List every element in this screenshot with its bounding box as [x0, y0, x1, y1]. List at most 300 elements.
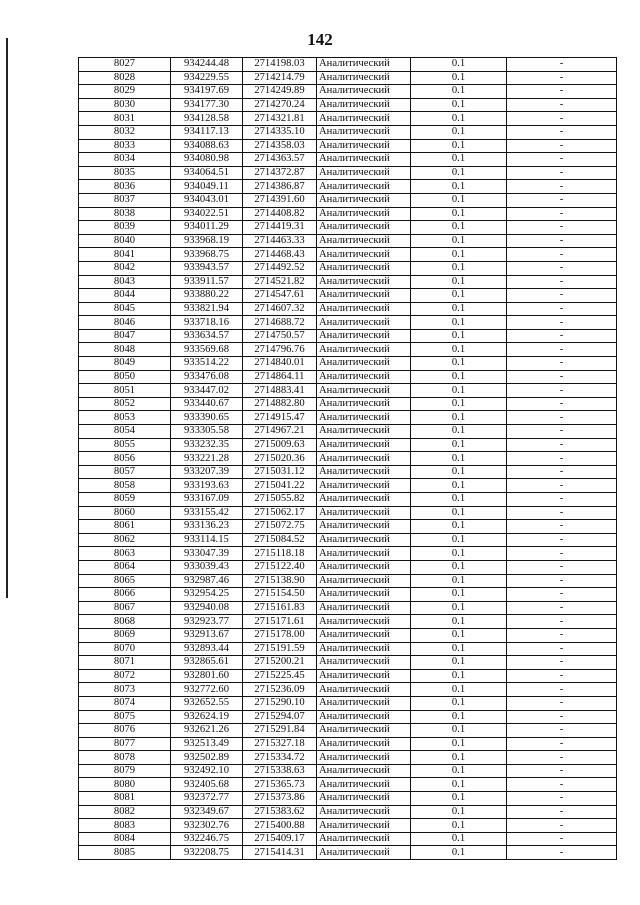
accuracy-cell: 0.1 — [411, 125, 507, 139]
y-coordinate-cell: 2714492.52 — [243, 261, 317, 275]
table-row — [79, 370, 617, 384]
method-cell: Аналитический — [317, 316, 411, 330]
description-cell: - — [507, 669, 617, 683]
method-cell: Аналитический — [317, 397, 411, 411]
y-coordinate-cell: 2714363.57 — [243, 153, 317, 167]
point-number-cell: 8061 — [79, 520, 171, 534]
table-row — [79, 574, 617, 588]
description-cell: - — [507, 438, 617, 452]
description-cell: - — [507, 58, 617, 72]
y-coordinate-cell: 2715200.21 — [243, 656, 317, 670]
point-number-cell: 8075 — [79, 710, 171, 724]
point-number-cell: 8031 — [79, 112, 171, 126]
description-cell: - — [507, 384, 617, 398]
x-coordinate-cell: 932940.08 — [171, 601, 243, 615]
point-number-cell: 8047 — [79, 329, 171, 343]
table-row — [79, 520, 617, 534]
y-coordinate-cell: 2714607.32 — [243, 302, 317, 316]
description-cell: - — [507, 696, 617, 710]
table-row — [79, 846, 617, 860]
method-cell: Аналитический — [317, 683, 411, 697]
x-coordinate-cell: 932923.77 — [171, 615, 243, 629]
x-coordinate-cell: 932208.75 — [171, 846, 243, 860]
y-coordinate-cell: 2715084.52 — [243, 533, 317, 547]
description-cell: - — [507, 465, 617, 479]
accuracy-cell: 0.1 — [411, 248, 507, 262]
point-number-cell: 8081 — [79, 792, 171, 806]
point-number-cell: 8043 — [79, 275, 171, 289]
point-number-cell: 8056 — [79, 452, 171, 466]
coordinates-table — [78, 57, 617, 860]
description-cell: - — [507, 560, 617, 574]
accuracy-cell: 0.1 — [411, 85, 507, 99]
x-coordinate-cell: 933968.75 — [171, 248, 243, 262]
x-coordinate-cell: 933476.08 — [171, 370, 243, 384]
y-coordinate-cell: 2714864.11 — [243, 370, 317, 384]
description-cell: - — [507, 316, 617, 330]
table-row — [79, 329, 617, 343]
method-cell: Аналитический — [317, 832, 411, 846]
x-coordinate-cell: 934049.11 — [171, 180, 243, 194]
method-cell: Аналитический — [317, 737, 411, 751]
method-cell: Аналитический — [317, 656, 411, 670]
description-cell: - — [507, 125, 617, 139]
y-coordinate-cell: 2714372.87 — [243, 166, 317, 180]
y-coordinate-cell: 2714796.76 — [243, 343, 317, 357]
description-cell: - — [507, 329, 617, 343]
method-cell: Аналитический — [317, 234, 411, 248]
accuracy-cell: 0.1 — [411, 615, 507, 629]
method-cell: Аналитический — [317, 261, 411, 275]
point-number-cell: 8057 — [79, 465, 171, 479]
method-cell: Аналитический — [317, 751, 411, 765]
method-cell: Аналитический — [317, 207, 411, 221]
description-cell: - — [507, 574, 617, 588]
accuracy-cell: 0.1 — [411, 792, 507, 806]
method-cell: Аналитический — [317, 180, 411, 194]
x-coordinate-cell: 933207.39 — [171, 465, 243, 479]
description-cell: - — [507, 506, 617, 520]
description-cell: - — [507, 642, 617, 656]
accuracy-cell: 0.1 — [411, 221, 507, 235]
table-row — [79, 411, 617, 425]
y-coordinate-cell: 2714391.60 — [243, 193, 317, 207]
method-cell: Аналитический — [317, 125, 411, 139]
table-row — [79, 669, 617, 683]
x-coordinate-cell: 933634.57 — [171, 329, 243, 343]
x-coordinate-cell: 933155.42 — [171, 506, 243, 520]
accuracy-cell: 0.1 — [411, 819, 507, 833]
description-cell: - — [507, 792, 617, 806]
x-coordinate-cell: 934022.51 — [171, 207, 243, 221]
point-number-cell: 8070 — [79, 642, 171, 656]
accuracy-cell: 0.1 — [411, 669, 507, 683]
table-row — [79, 166, 617, 180]
y-coordinate-cell: 2715041.22 — [243, 479, 317, 493]
x-coordinate-cell: 934117.13 — [171, 125, 243, 139]
accuracy-cell: 0.1 — [411, 316, 507, 330]
y-coordinate-cell: 2715225.45 — [243, 669, 317, 683]
table-row — [79, 533, 617, 547]
x-coordinate-cell: 933718.16 — [171, 316, 243, 330]
x-coordinate-cell: 932865.61 — [171, 656, 243, 670]
y-coordinate-cell: 2714408.82 — [243, 207, 317, 221]
y-coordinate-cell: 2714915.47 — [243, 411, 317, 425]
y-coordinate-cell: 2714335.10 — [243, 125, 317, 139]
description-cell: - — [507, 615, 617, 629]
x-coordinate-cell: 932801.60 — [171, 669, 243, 683]
y-coordinate-cell: 2714358.03 — [243, 139, 317, 153]
point-number-cell: 8040 — [79, 234, 171, 248]
method-cell: Аналитический — [317, 601, 411, 615]
table-row — [79, 234, 617, 248]
point-number-cell: 8028 — [79, 71, 171, 85]
x-coordinate-cell: 933514.22 — [171, 357, 243, 371]
point-number-cell: 8037 — [79, 193, 171, 207]
table-row — [79, 737, 617, 751]
point-number-cell: 8029 — [79, 85, 171, 99]
method-cell: Аналитический — [317, 343, 411, 357]
description-cell: - — [507, 819, 617, 833]
table-row — [79, 601, 617, 615]
x-coordinate-cell: 933968.19 — [171, 234, 243, 248]
y-coordinate-cell: 2714688.72 — [243, 316, 317, 330]
method-cell: Аналитический — [317, 357, 411, 371]
method-cell: Аналитический — [317, 778, 411, 792]
description-cell: - — [507, 98, 617, 112]
x-coordinate-cell: 933821.94 — [171, 302, 243, 316]
description-cell: - — [507, 112, 617, 126]
page-number: 142 — [307, 30, 333, 49]
method-cell: Аналитический — [317, 805, 411, 819]
y-coordinate-cell: 2714750.57 — [243, 329, 317, 343]
accuracy-cell: 0.1 — [411, 384, 507, 398]
accuracy-cell: 0.1 — [411, 357, 507, 371]
y-coordinate-cell: 2714840.01 — [243, 357, 317, 371]
y-coordinate-cell: 2714547.61 — [243, 289, 317, 303]
accuracy-cell: 0.1 — [411, 724, 507, 738]
method-cell: Аналитический — [317, 506, 411, 520]
table-row — [79, 139, 617, 153]
point-number-cell: 8038 — [79, 207, 171, 221]
method-cell: Аналитический — [317, 98, 411, 112]
method-cell: Аналитический — [317, 248, 411, 262]
description-cell: - — [507, 166, 617, 180]
accuracy-cell: 0.1 — [411, 302, 507, 316]
accuracy-cell: 0.1 — [411, 764, 507, 778]
y-coordinate-cell: 2715409.17 — [243, 832, 317, 846]
point-number-cell: 8071 — [79, 656, 171, 670]
point-number-cell: 8046 — [79, 316, 171, 330]
table-row — [79, 560, 617, 574]
y-coordinate-cell: 2715400.88 — [243, 819, 317, 833]
description-cell: - — [507, 397, 617, 411]
table-row — [79, 180, 617, 194]
description-cell: - — [507, 710, 617, 724]
x-coordinate-cell: 932652.55 — [171, 696, 243, 710]
point-number-cell: 8066 — [79, 588, 171, 602]
table-row — [79, 628, 617, 642]
method-cell: Аналитический — [317, 493, 411, 507]
description-cell: - — [507, 180, 617, 194]
x-coordinate-cell: 933943.57 — [171, 261, 243, 275]
y-coordinate-cell: 2714386.87 — [243, 180, 317, 194]
x-coordinate-cell: 934080.98 — [171, 153, 243, 167]
description-cell: - — [507, 628, 617, 642]
accuracy-cell: 0.1 — [411, 289, 507, 303]
description-cell: - — [507, 805, 617, 819]
y-coordinate-cell: 2715294.07 — [243, 710, 317, 724]
method-cell: Аналитический — [317, 520, 411, 534]
method-cell: Аналитический — [317, 289, 411, 303]
accuracy-cell: 0.1 — [411, 261, 507, 275]
method-cell: Аналитический — [317, 153, 411, 167]
table-row — [79, 193, 617, 207]
method-cell: Аналитический — [317, 221, 411, 235]
point-number-cell: 8049 — [79, 357, 171, 371]
accuracy-cell: 0.1 — [411, 166, 507, 180]
y-coordinate-cell: 2715118.18 — [243, 547, 317, 561]
method-cell: Аналитический — [317, 275, 411, 289]
table-row — [79, 547, 617, 561]
y-coordinate-cell: 2715338.63 — [243, 764, 317, 778]
method-cell: Аналитический — [317, 547, 411, 561]
accuracy-cell: 0.1 — [411, 234, 507, 248]
point-number-cell: 8052 — [79, 397, 171, 411]
x-coordinate-cell: 932624.19 — [171, 710, 243, 724]
x-coordinate-cell: 932349.67 — [171, 805, 243, 819]
method-cell: Аналитический — [317, 533, 411, 547]
method-cell: Аналитический — [317, 370, 411, 384]
x-coordinate-cell: 932513.49 — [171, 737, 243, 751]
accuracy-cell: 0.1 — [411, 520, 507, 534]
y-coordinate-cell: 2714882.80 — [243, 397, 317, 411]
x-coordinate-cell: 932987.46 — [171, 574, 243, 588]
description-cell: - — [507, 302, 617, 316]
accuracy-cell: 0.1 — [411, 180, 507, 194]
accuracy-cell: 0.1 — [411, 58, 507, 72]
description-cell: - — [507, 533, 617, 547]
x-coordinate-cell: 934088.63 — [171, 139, 243, 153]
accuracy-cell: 0.1 — [411, 737, 507, 751]
point-number-cell: 8036 — [79, 180, 171, 194]
point-number-cell: 8068 — [79, 615, 171, 629]
method-cell: Аналитический — [317, 411, 411, 425]
description-cell: - — [507, 139, 617, 153]
description-cell: - — [507, 343, 617, 357]
x-coordinate-cell: 933136.23 — [171, 520, 243, 534]
x-coordinate-cell: 933390.65 — [171, 411, 243, 425]
point-number-cell: 8048 — [79, 343, 171, 357]
table-row — [79, 819, 617, 833]
accuracy-cell: 0.1 — [411, 533, 507, 547]
method-cell: Аналитический — [317, 764, 411, 778]
point-number-cell: 8044 — [79, 289, 171, 303]
table-row — [79, 357, 617, 371]
table-row — [79, 316, 617, 330]
accuracy-cell: 0.1 — [411, 601, 507, 615]
y-coordinate-cell: 2715291.84 — [243, 724, 317, 738]
description-cell: - — [507, 71, 617, 85]
method-cell: Аналитический — [317, 58, 411, 72]
accuracy-cell: 0.1 — [411, 805, 507, 819]
x-coordinate-cell: 934011.29 — [171, 221, 243, 235]
x-coordinate-cell: 934128.58 — [171, 112, 243, 126]
accuracy-cell: 0.1 — [411, 329, 507, 343]
binding-margin-line — [6, 38, 8, 598]
method-cell: Аналитический — [317, 112, 411, 126]
accuracy-cell: 0.1 — [411, 642, 507, 656]
accuracy-cell: 0.1 — [411, 193, 507, 207]
table-row — [79, 153, 617, 167]
description-cell: - — [507, 520, 617, 534]
description-cell: - — [507, 370, 617, 384]
description-cell: - — [507, 221, 617, 235]
method-cell: Аналитический — [317, 628, 411, 642]
x-coordinate-cell: 933039.43 — [171, 560, 243, 574]
point-number-cell: 8078 — [79, 751, 171, 765]
x-coordinate-cell: 933911.57 — [171, 275, 243, 289]
table-row — [79, 751, 617, 765]
description-cell: - — [507, 832, 617, 846]
accuracy-cell: 0.1 — [411, 275, 507, 289]
table-row — [79, 289, 617, 303]
x-coordinate-cell: 933114.15 — [171, 533, 243, 547]
method-cell: Аналитический — [317, 560, 411, 574]
method-cell: Аналитический — [317, 846, 411, 860]
accuracy-cell: 0.1 — [411, 370, 507, 384]
y-coordinate-cell: 2715055.82 — [243, 493, 317, 507]
method-cell: Аналитический — [317, 642, 411, 656]
method-cell: Аналитический — [317, 302, 411, 316]
table-row — [79, 778, 617, 792]
method-cell: Аналитический — [317, 588, 411, 602]
table-row — [79, 98, 617, 112]
accuracy-cell: 0.1 — [411, 696, 507, 710]
method-cell: Аналитический — [317, 384, 411, 398]
description-cell: - — [507, 275, 617, 289]
x-coordinate-cell: 932405.68 — [171, 778, 243, 792]
accuracy-cell: 0.1 — [411, 778, 507, 792]
accuracy-cell: 0.1 — [411, 425, 507, 439]
y-coordinate-cell: 2714249.89 — [243, 85, 317, 99]
x-coordinate-cell: 933193.63 — [171, 479, 243, 493]
y-coordinate-cell: 2715031.12 — [243, 465, 317, 479]
method-cell: Аналитический — [317, 615, 411, 629]
y-coordinate-cell: 2715414.31 — [243, 846, 317, 860]
x-coordinate-cell: 934043.01 — [171, 193, 243, 207]
point-number-cell: 8069 — [79, 628, 171, 642]
accuracy-cell: 0.1 — [411, 506, 507, 520]
point-number-cell: 8030 — [79, 98, 171, 112]
method-cell: Аналитический — [317, 329, 411, 343]
description-cell: - — [507, 234, 617, 248]
x-coordinate-cell: 933305.58 — [171, 425, 243, 439]
table-row — [79, 588, 617, 602]
point-number-cell: 8055 — [79, 438, 171, 452]
table-row — [79, 384, 617, 398]
description-cell: - — [507, 751, 617, 765]
x-coordinate-cell: 932621.26 — [171, 724, 243, 738]
table-row — [79, 764, 617, 778]
method-cell: Аналитический — [317, 479, 411, 493]
y-coordinate-cell: 2714198.03 — [243, 58, 317, 72]
description-cell: - — [507, 425, 617, 439]
description-cell: - — [507, 846, 617, 860]
y-coordinate-cell: 2715072.75 — [243, 520, 317, 534]
y-coordinate-cell: 2715191.59 — [243, 642, 317, 656]
point-number-cell: 8062 — [79, 533, 171, 547]
description-cell: - — [507, 737, 617, 751]
accuracy-cell: 0.1 — [411, 547, 507, 561]
method-cell: Аналитический — [317, 465, 411, 479]
point-number-cell: 8063 — [79, 547, 171, 561]
accuracy-cell: 0.1 — [411, 493, 507, 507]
method-cell: Аналитический — [317, 438, 411, 452]
table-row — [79, 112, 617, 126]
table-row — [79, 493, 617, 507]
x-coordinate-cell: 934244.48 — [171, 58, 243, 72]
method-cell: Аналитический — [317, 166, 411, 180]
accuracy-cell: 0.1 — [411, 139, 507, 153]
method-cell: Аналитический — [317, 724, 411, 738]
method-cell: Аналитический — [317, 696, 411, 710]
point-number-cell: 8067 — [79, 601, 171, 615]
method-cell: Аналитический — [317, 819, 411, 833]
table-row — [79, 642, 617, 656]
point-number-cell: 8051 — [79, 384, 171, 398]
y-coordinate-cell: 2715171.61 — [243, 615, 317, 629]
x-coordinate-cell: 934197.69 — [171, 85, 243, 99]
x-coordinate-cell: 933440.67 — [171, 397, 243, 411]
table-row — [79, 275, 617, 289]
x-coordinate-cell: 932502.89 — [171, 751, 243, 765]
description-cell: - — [507, 289, 617, 303]
accuracy-cell: 0.1 — [411, 683, 507, 697]
point-number-cell: 8059 — [79, 493, 171, 507]
table-row — [79, 302, 617, 316]
x-coordinate-cell: 934064.51 — [171, 166, 243, 180]
accuracy-cell: 0.1 — [411, 832, 507, 846]
description-cell: - — [507, 588, 617, 602]
x-coordinate-cell: 933569.68 — [171, 343, 243, 357]
accuracy-cell: 0.1 — [411, 574, 507, 588]
point-number-cell: 8053 — [79, 411, 171, 425]
table-row — [79, 696, 617, 710]
y-coordinate-cell: 2714521.82 — [243, 275, 317, 289]
x-coordinate-cell: 934229.55 — [171, 71, 243, 85]
accuracy-cell: 0.1 — [411, 452, 507, 466]
method-cell: Аналитический — [317, 452, 411, 466]
point-number-cell: 8060 — [79, 506, 171, 520]
y-coordinate-cell: 2715154.50 — [243, 588, 317, 602]
point-number-cell: 8064 — [79, 560, 171, 574]
accuracy-cell: 0.1 — [411, 751, 507, 765]
accuracy-cell: 0.1 — [411, 438, 507, 452]
x-coordinate-cell: 932372.77 — [171, 792, 243, 806]
x-coordinate-cell: 932492.10 — [171, 764, 243, 778]
accuracy-cell: 0.1 — [411, 207, 507, 221]
x-coordinate-cell: 932772.60 — [171, 683, 243, 697]
table-row — [79, 397, 617, 411]
method-cell: Аналитический — [317, 139, 411, 153]
point-number-cell: 8039 — [79, 221, 171, 235]
table-row — [79, 683, 617, 697]
point-number-cell: 8042 — [79, 261, 171, 275]
x-coordinate-cell: 933167.09 — [171, 493, 243, 507]
point-number-cell: 8080 — [79, 778, 171, 792]
method-cell: Аналитический — [317, 792, 411, 806]
